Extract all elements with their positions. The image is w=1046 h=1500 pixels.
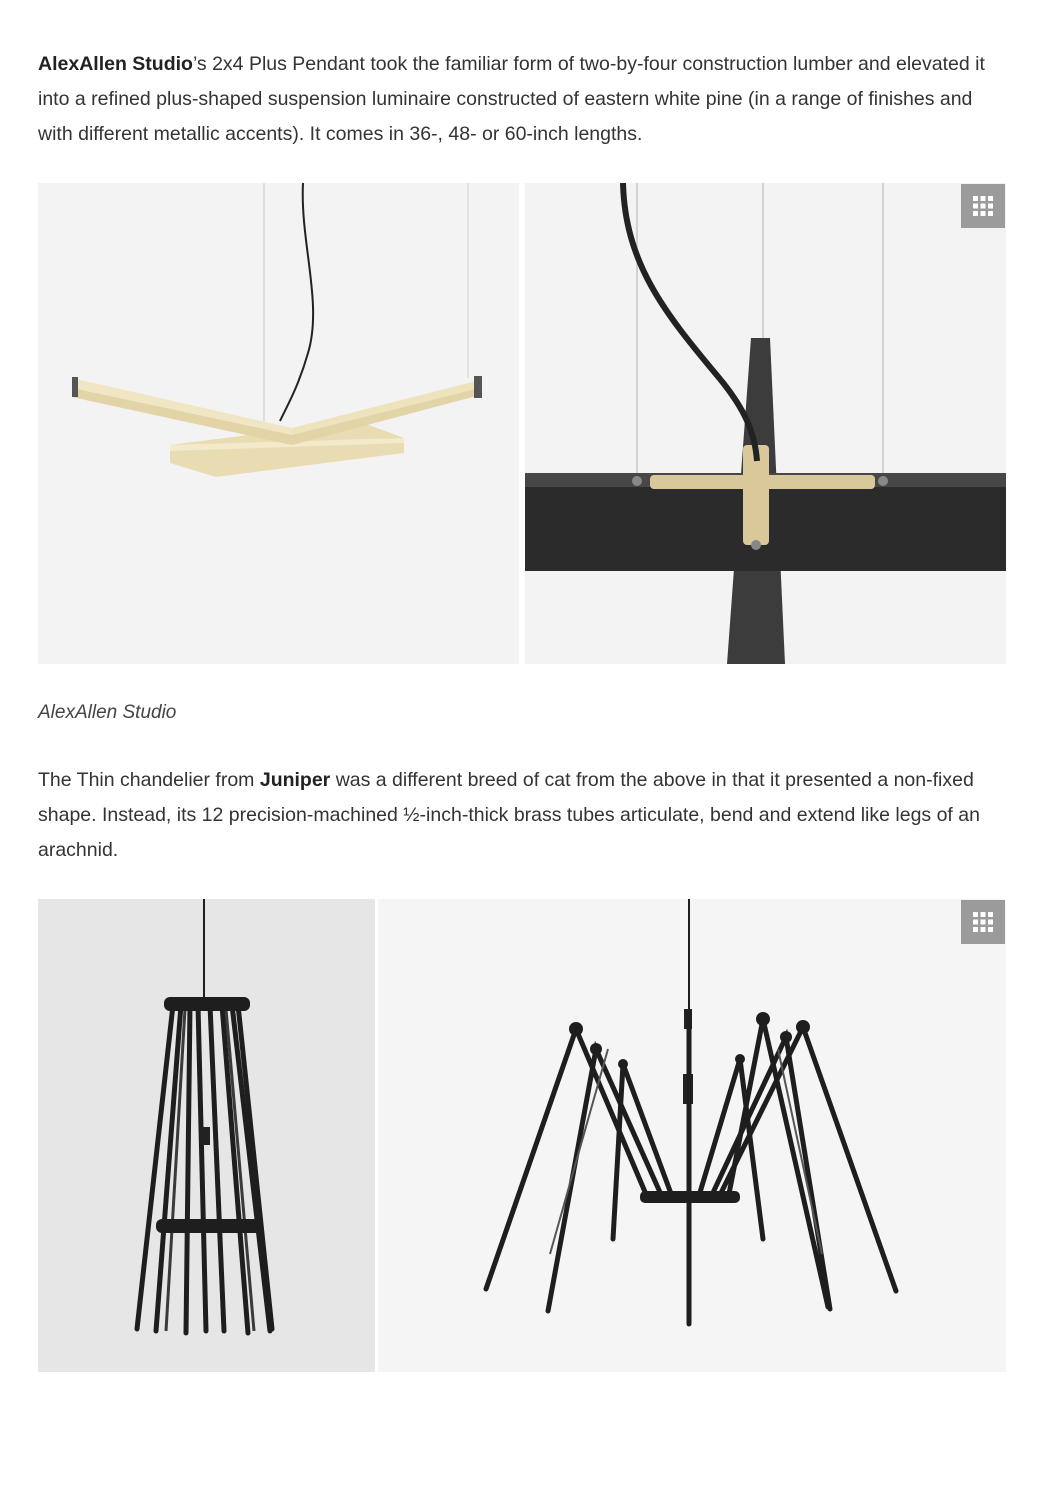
grid-gallery-icon bbox=[961, 184, 1005, 228]
photo-thin-chandelier-folded bbox=[38, 899, 375, 1372]
paragraph-juniper-text: was a different breed of cat from the above in that it presented a non-fixed shape. Instead, its 12 precision-machined ½-inch-thick brass tubes articulate, bend and extend like legs of an arachnid. bbox=[38, 769, 980, 861]
grid-gallery-icon bbox=[961, 900, 1005, 944]
gallery-button-1[interactable] bbox=[961, 184, 1005, 228]
plus-pendant-illustration bbox=[38, 183, 519, 664]
paragraph-juniper bbox=[38, 763, 1008, 868]
photo-credit-caption: AlexAllen Studio bbox=[38, 702, 177, 723]
plus-pendant-detail-illustration bbox=[525, 183, 1006, 664]
paragraph-intro bbox=[38, 47, 1008, 152]
photo-plus-pendant-detail bbox=[525, 183, 1006, 664]
paragraph-intro-text: ’s 2x4 Plus Pendant took the familiar form of two-by-four construction lumber and elevated it into a refined plus-shaped suspension luminaire constructed of eastern white pine (in a range of finishes and with different metallic accents). It comes in 36-, 48- or 60-inch lengths. bbox=[38, 53, 985, 145]
paragraph-juniper-lead: The Thin chandelier from bbox=[38, 769, 260, 791]
thin-chandelier-extended-illustration bbox=[378, 899, 1006, 1372]
gallery-button-2[interactable] bbox=[961, 900, 1005, 944]
brand-juniper: Juniper bbox=[259, 769, 331, 791]
photo-plus-pendant bbox=[38, 183, 519, 664]
brand-alexallen: AlexAllen Studio bbox=[38, 53, 193, 75]
photo-thin-chandelier-extended bbox=[378, 899, 1006, 1372]
thin-chandelier-folded-illustration bbox=[38, 899, 375, 1372]
